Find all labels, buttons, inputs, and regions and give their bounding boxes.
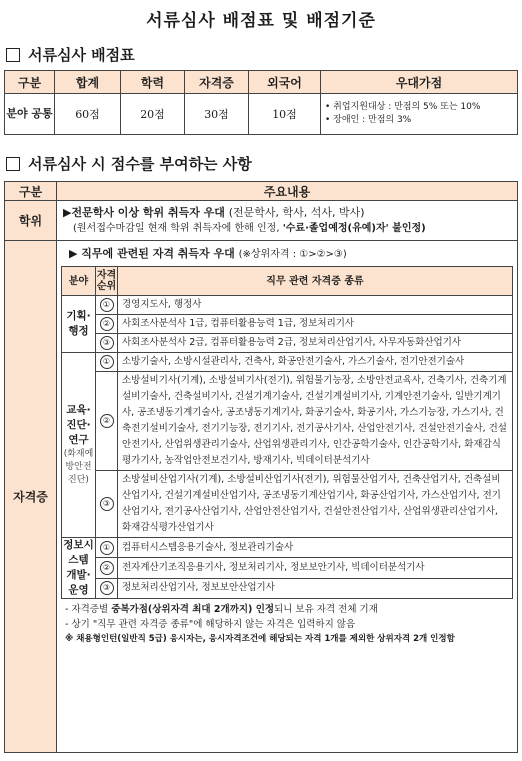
degree-note xyxy=(63,221,511,237)
table-row xyxy=(62,296,513,315)
rank-cell xyxy=(96,334,118,353)
rank-cell xyxy=(96,372,118,471)
degree-main-plain: (전문학사, 학사, 석사, 박사) xyxy=(228,206,365,219)
section-title-text: 서류심사 배점표 xyxy=(28,46,135,64)
footnote-1-plain: - 자격증별 xyxy=(65,604,112,615)
field-name: 기획·행정 xyxy=(66,310,91,337)
rank-cell xyxy=(96,353,118,372)
field-info-systems xyxy=(62,538,96,599)
field-planning-admin xyxy=(62,296,96,353)
rank-badge: ② xyxy=(100,561,114,575)
score-table xyxy=(4,70,518,135)
rank-cell xyxy=(96,471,118,538)
footnote-duplicate-points xyxy=(65,602,509,617)
section-title-criteria xyxy=(6,153,252,174)
field-name: 정보시스템 개발·운영 xyxy=(63,539,94,596)
degree-content xyxy=(57,201,518,241)
table-row xyxy=(62,334,513,353)
degree-label: 학위 xyxy=(5,201,57,241)
rank-badge: ② xyxy=(100,414,114,428)
table-row xyxy=(62,471,513,538)
table-row xyxy=(62,372,513,471)
education-score: 20점 xyxy=(121,94,185,135)
preference-points xyxy=(321,94,518,135)
total-score: 60점 xyxy=(55,94,121,135)
footnote-not-applicable: - 상기 "직무 관련 자격증 종류"에 해당하지 않는 자격은 입력하지 않음 xyxy=(65,619,356,630)
footnote-1-tail: 되니 보유 자격 전체 기재 xyxy=(274,604,378,615)
inner-header-field: 분야 xyxy=(62,267,96,296)
checkbox-square-icon xyxy=(6,48,20,62)
criteria-table xyxy=(4,181,518,753)
degree-row xyxy=(5,201,518,241)
rank-cell xyxy=(96,558,118,578)
cert-list: 사회조사분석사 1급, 컴퓨터활용능력 1급, 정보처리기사 xyxy=(118,315,513,334)
table-row xyxy=(62,538,513,558)
score-table-header-row xyxy=(5,71,518,94)
table-row xyxy=(62,558,513,578)
rank-badge: ① xyxy=(100,298,114,312)
degree-note-plain: (원서접수마감일 현재 학위 취득자에 한해 인정, xyxy=(73,223,280,234)
rank-badge: ① xyxy=(100,541,114,555)
rank-cell xyxy=(96,296,118,315)
rank-cell xyxy=(96,538,118,558)
degree-note-bold: '수료·졸업예정(유예)자' 불인정) xyxy=(282,223,426,234)
header-certificate: 자격증 xyxy=(185,71,249,94)
footnote-intern: ※ 채용형인턴(일반직 5급) 응시자는, 응시자격조건에 해당되는 자격 1개를 제외한 상위자격 2개 인정함 xyxy=(65,634,455,644)
certificate-content xyxy=(57,241,518,753)
field-education-diagnosis xyxy=(62,353,96,538)
header-total: 합계 xyxy=(55,71,121,94)
score-table-row xyxy=(5,94,518,135)
checkbox-square-icon xyxy=(6,157,20,171)
row-label: 분야 공통 xyxy=(5,94,55,135)
degree-main-text xyxy=(63,204,511,221)
certificate-heading-bold: ▶ 직무에 관련된 자격 취득자 우대 xyxy=(69,247,235,260)
cert-list: 전자계산기조직응용기사, 정보처리기사, 정보보안기사, 빅데이터분석기사 xyxy=(118,558,513,578)
certificate-footnotes xyxy=(61,599,513,649)
criteria-header-content: 주요내용 xyxy=(57,182,518,201)
criteria-header-row xyxy=(5,182,518,201)
rank-badge: ① xyxy=(100,355,114,369)
rank-badge: ③ xyxy=(100,581,114,595)
header-education: 학력 xyxy=(121,71,185,94)
inner-header-rank: 자격 순위 xyxy=(96,267,118,296)
rank-cell xyxy=(96,578,118,598)
certificate-label: 자격증 xyxy=(5,241,57,753)
rank-badge: ③ xyxy=(100,336,114,350)
header-language: 외국어 xyxy=(249,71,321,94)
inner-header-row xyxy=(62,267,513,296)
section-title-text: 서류심사 시 점수를 부여하는 사항 xyxy=(28,155,252,173)
criteria-header-category: 구분 xyxy=(5,182,57,201)
cert-list: 정보처리산업기사, 정보보안산업기사 xyxy=(118,578,513,598)
table-row xyxy=(62,315,513,334)
certificate-heading xyxy=(61,241,513,264)
section-title-score-table xyxy=(6,44,135,65)
header-category: 구분 xyxy=(5,71,55,94)
degree-main-bold: ▶전문학사 이상 학위 취득자 우대 xyxy=(63,206,225,219)
page-title: 서류심사 배점표 및 배점기준 xyxy=(146,11,376,31)
cert-list: 소방설비기사(기계), 소방설비기사(전기), 위험물기능장, 소방안전교육사, 건축기사, 건축기계설비기술사, 건축설비기사, 건설기계기술사, 건설기계설비기사, 기계안전기술사, 일반기계기사, 공조냉동기계기술사, 공조냉동기계기사, 화공기술사, 화공기사, 가스기능장, 가스기사, 건축전기설비기술사, 전기기능장, 전기기사, 전기공사기사, 산업안전기사, 건설안전기술사, 건설안전기사, 산업위생관리기술사, 산업위생관리기사, 인간공학기술사, 인간공학기사, 화재감식평가기사, 농작업안전보건기사, 방재기사, 빅데이터분석기사 xyxy=(118,372,513,471)
cert-list: 경영지도사, 행정사 xyxy=(118,296,513,315)
field-name: 교육·진단·연구 xyxy=(66,404,91,446)
certificate-score: 30점 xyxy=(185,94,249,135)
rank-badge: ③ xyxy=(100,497,114,511)
certificate-inner-table xyxy=(61,266,513,599)
rank-cell xyxy=(96,315,118,334)
rank-badge: ② xyxy=(100,317,114,331)
certificate-row xyxy=(5,241,518,753)
language-score: 10점 xyxy=(249,94,321,135)
preference-disabled: • 장애인 : 만점의 3% xyxy=(325,115,412,125)
field-subtitle: (화재예방안전진단) xyxy=(63,449,94,485)
preference-veteran: • 취업지원대상 : 만점의 5% 또는 10% xyxy=(325,102,481,112)
inner-header-list: 직무 관련 자격증 종류 xyxy=(118,267,513,296)
cert-list: 사회조사분석사 2급, 컴퓨터활용능력 2급, 정보처리산업기사, 사무자동화산업기사 xyxy=(118,334,513,353)
certificate-heading-note: (※상위자격 : ①>②>③) xyxy=(238,249,347,260)
table-row xyxy=(62,578,513,598)
header-preference: 우대가점 xyxy=(321,71,518,94)
footnote-1-bold: 중복가점(상위자격 최대 2개까지) 인정 xyxy=(111,604,275,615)
table-row xyxy=(62,353,513,372)
cert-list: 컴퓨터시스템응용기술사, 정보관리기술사 xyxy=(118,538,513,558)
cert-list: 소방기술사, 소방시설관리사, 건축사, 화공안전기술사, 가스기술사, 전기안전기술사 xyxy=(118,353,513,372)
cert-list: 소방설비산업기사(기계), 소방설비산업기사(전기), 위험물산업기사, 건축산업기사, 건축설비산업기사, 건설기계설비산업기사, 공조냉동기계산업기사, 화공산업기사, 가스산업기사, 전기산업기사, 전기공사산업기사, 산업안전산업기사, 건설안전산업기사, 산업위생관리산업기사, 화재감식평가산업기사 xyxy=(118,471,513,538)
